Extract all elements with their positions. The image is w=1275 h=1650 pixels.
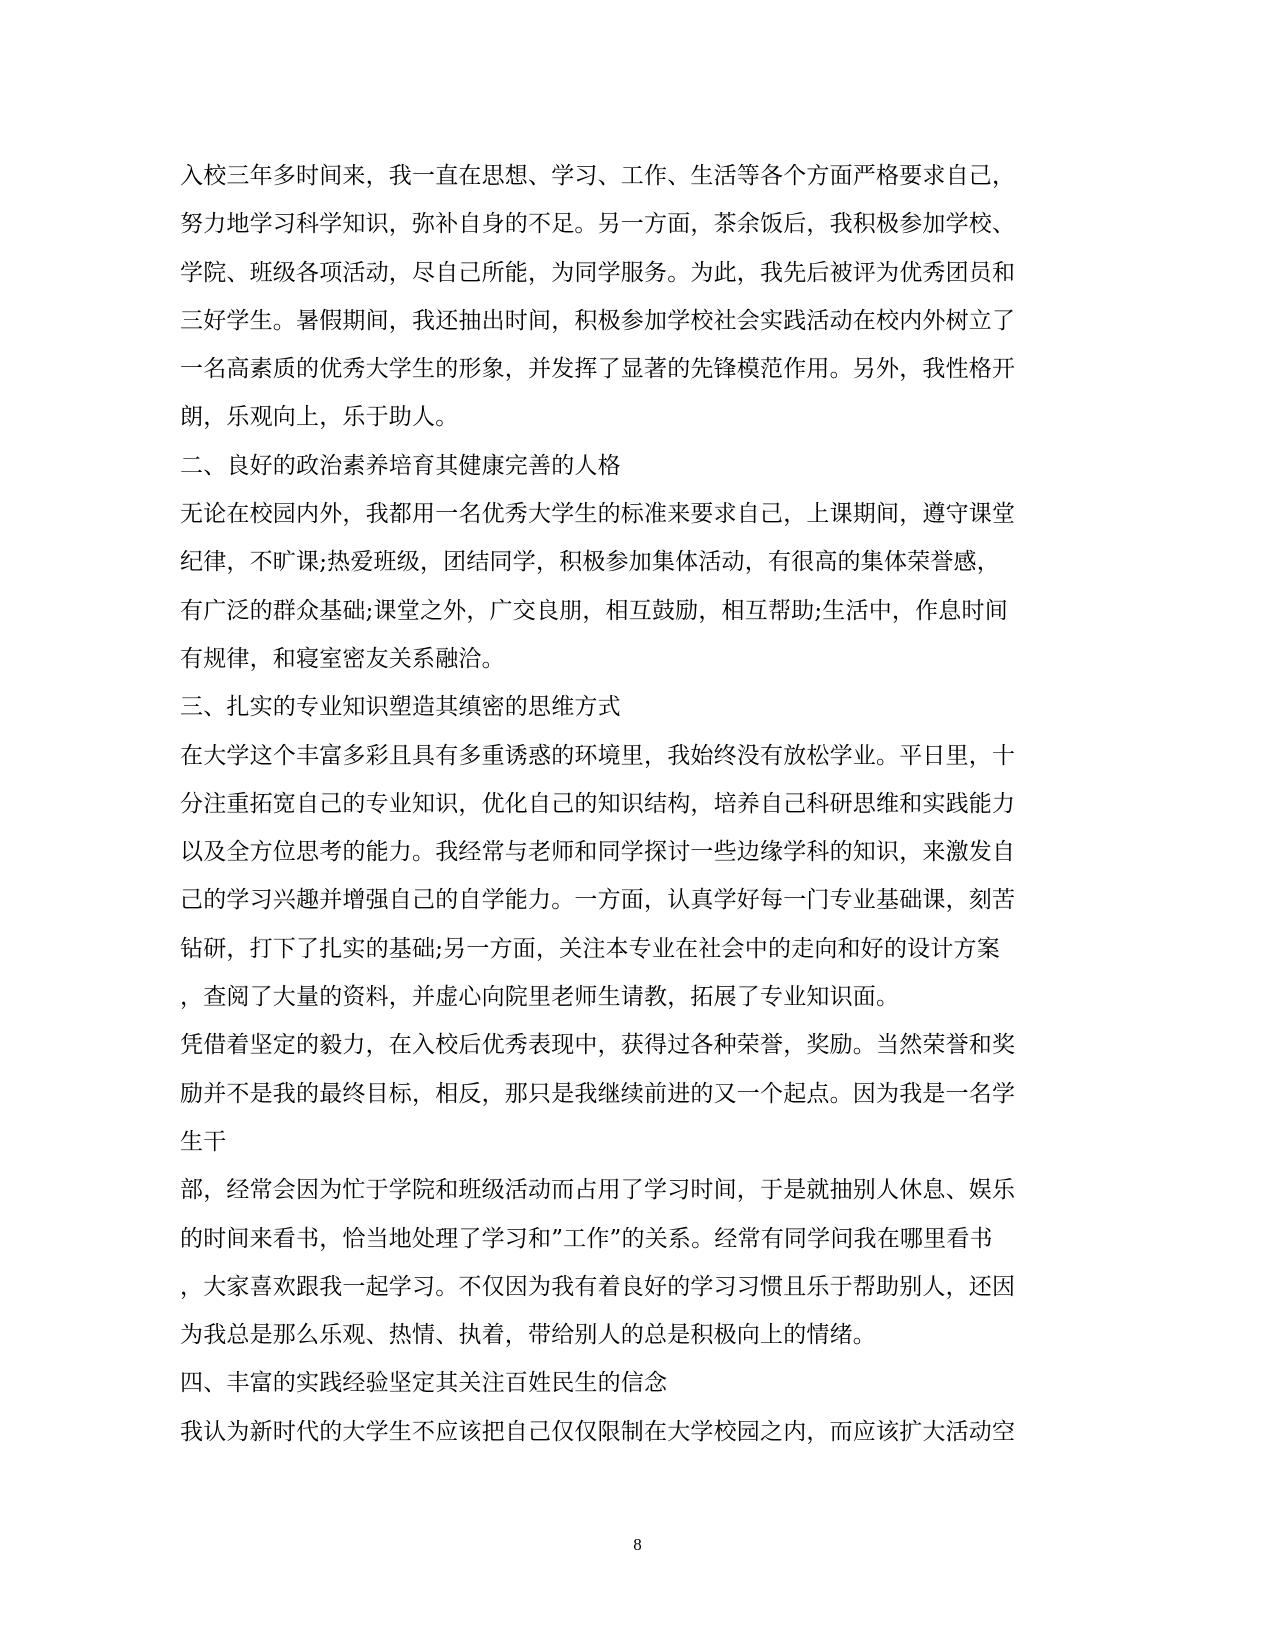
text-line: 朗，乐观向上，乐于助人。 [180,404,459,431]
text-line: 学院、班级各项活动，尽自己所能，为同学服务。为此，我先后被评为优秀团员和 [180,259,1016,286]
text-line: 生干 [180,1128,227,1155]
section-heading: 三、扎实的专业知识塑造其缜密的思维方式 [180,694,621,721]
text-line: ，大家喜欢跟我一起学习。不仅因为我有着良好的学习习惯且乐于帮助别人，还因 [180,1273,1016,1300]
section-heading: 二、良好的政治素养培育其健康完善的人格 [180,452,621,479]
text-line: 励并不是我的最终目标，相反，那只是我继续前进的又一个起点。因为我是一名学 [180,1080,1016,1107]
text-line: 分注重拓宽自己的专业知识，优化自己的知识结构，培养自己科研思维和实践能力 [180,790,1016,817]
text-line: 我认为新时代的大学生不应该把自己仅仅限制在大学校园之内，而应该扩大活动空 [180,1418,1016,1445]
text-line: 有广泛的群众基础;课堂之外，广交良朋，相互鼓励，相互帮助;生活中，作息时间 [180,597,1008,624]
text-line: 无论在校园内外，我都用一名优秀大学生的标准来要求自己，上课期间，遵守课堂 [180,501,1016,528]
text-line: 部，经常会因为忙于学院和班级活动而占用了学习时间，于是就抽别人休息、娱乐 [180,1177,1016,1204]
text-line: 己的学习兴趣并增强自己的自学能力。一方面，认真学好每一门专业基础课，刻苦 [180,887,1016,914]
text-line: 凭借着坚定的毅力，在入校后优秀表现中，获得过各种荣誉，奖励。当然荣誉和奖 [180,1032,1016,1059]
text-line: 在大学这个丰富多彩且具有多重诱惑的环境里，我始终没有放松学业。平日里，十 [180,742,1016,769]
text-line: 有规律，和寝室密友关系融洽。 [180,645,505,672]
section-heading: 四、丰富的实践经验坚定其关注百姓民生的信念 [180,1370,668,1397]
text-line: 为我总是那么乐观、热情、执着，带给别人的总是积极向上的情绪。 [180,1322,876,1349]
page-body [180,152,1090,1456]
text-line: ，查阅了大量的资料，并虚心向院里老师生请教，拓展了专业知识面。 [180,984,900,1011]
text-line: 努力地学习科学知识，弥补自身的不足。另一方面，茶余饭后，我积极参加学校、 [180,211,1016,238]
text-line: 三好学生。暑假期间，我还抽出时间，积极参加学校社会实践活动在校内外树立了 [180,307,1016,334]
text-line: 的时间来看书，恰当地处理了学习和”工作”的关系。经常有同学问我在哪里看书 [180,1225,993,1252]
text-line: 以及全方位思考的能力。我经常与老师和同学探讨一些边缘学科的知识，来激发自 [180,839,1016,866]
text-line: 一名高素质的优秀大学生的形象，并发挥了显著的先锋模范作用。另外，我性格开 [180,356,1016,383]
text-line: 纪律，不旷课;热爱班级，团结同学，积极参加集体活动，有很高的集体荣誉感， [180,549,1000,576]
text-line: 钻研，打下了扎实的基础;另一方面，关注本专业在社会中的走向和好的设计方案 [180,935,1000,962]
page-number: 8 [633,1535,642,1554]
text-line: 入校三年多时间来，我一直在思想、学习、工作、生活等各个方面严格要求自己， [180,163,1016,189]
